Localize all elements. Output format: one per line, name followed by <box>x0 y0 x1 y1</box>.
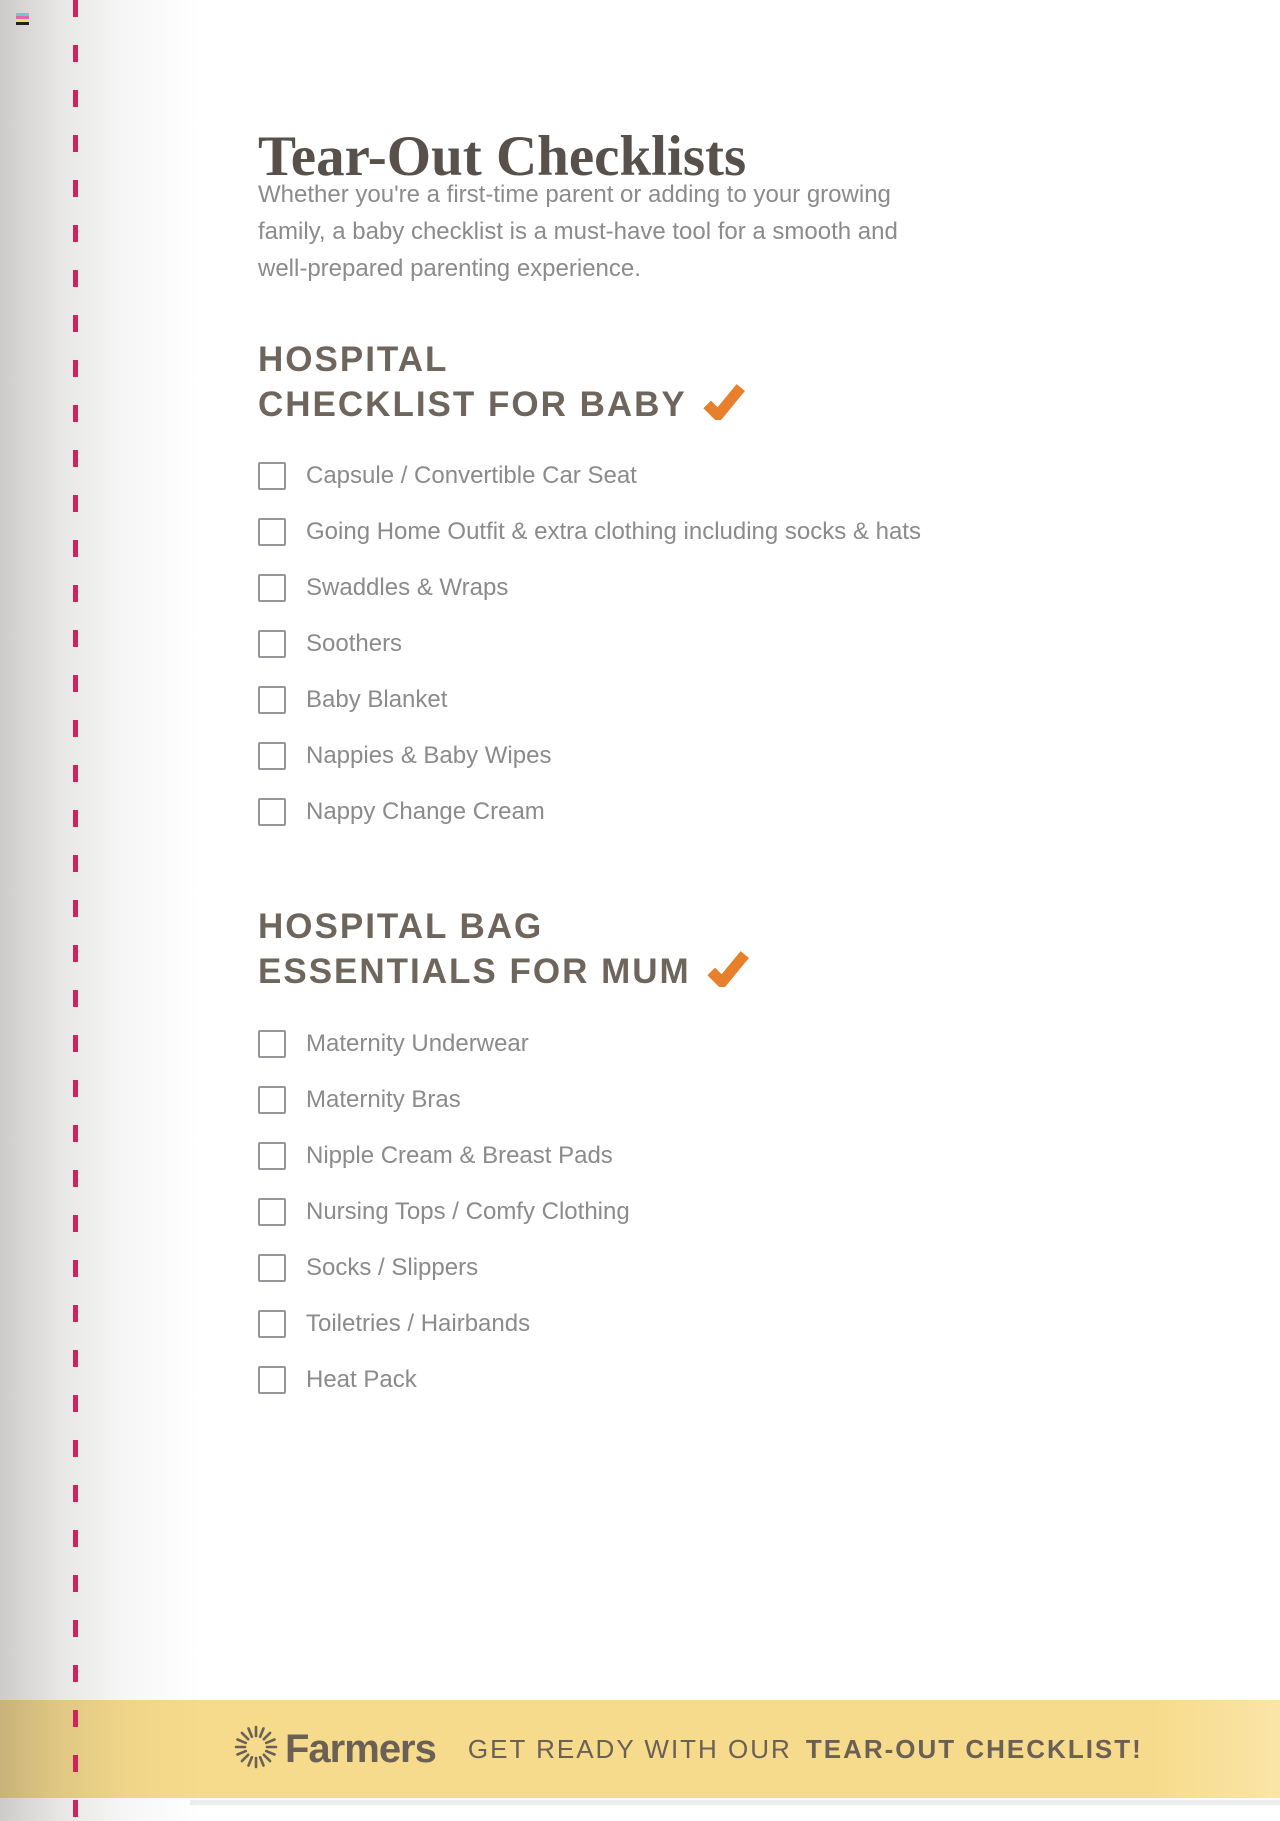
checkbox[interactable] <box>258 686 286 714</box>
farmers-wordmark: Farmers <box>285 1726 436 1771</box>
checklist-item-label: Going Home Outfit & extra clothing including socks & hats <box>306 518 921 545</box>
checklist-item-label: Toiletries / Hairbands <box>306 1310 531 1337</box>
checklist-item-label: Swaddles & Wraps <box>306 574 509 601</box>
checklist-item-label: Nursing Tops / Comfy Clothing <box>306 1198 630 1225</box>
checklist-item <box>258 630 921 658</box>
checkbox[interactable] <box>258 1142 286 1170</box>
checkbox[interactable] <box>258 1366 286 1394</box>
section-heading-mum-line2: ESSENTIALS FOR MUM <box>258 951 691 991</box>
checklist-item <box>258 798 921 826</box>
checklist-item <box>258 1366 630 1394</box>
banner-bottom-shadow <box>190 1800 1280 1805</box>
print-registration-mark-icon <box>16 13 29 25</box>
checklist-item-label: Maternity Underwear <box>306 1030 529 1057</box>
checklist-item <box>258 462 921 490</box>
intro-line-2: family, a baby checklist is a must-have tool for a smooth and <box>258 218 898 245</box>
banner-message-regular: GET READY WITH OUR <box>467 1733 792 1764</box>
checkbox[interactable] <box>258 518 286 546</box>
checklist-item <box>258 686 921 714</box>
checklist-item <box>258 1030 630 1058</box>
banner-message-bold: TEAR-OUT CHECKLIST! <box>805 1733 1143 1764</box>
checkbox[interactable] <box>258 1086 286 1114</box>
footer-banner <box>0 1700 1280 1798</box>
checkbox[interactable] <box>258 1310 286 1338</box>
checkbox[interactable] <box>258 1254 286 1282</box>
checkbox[interactable] <box>258 1030 286 1058</box>
checkbox[interactable] <box>258 462 286 490</box>
checklist-item-label: Soothers <box>306 630 403 657</box>
page-title: Tear-Out Checklists <box>258 125 747 189</box>
section-heading-baby-line1: HOSPITAL <box>258 340 449 379</box>
checklist-item <box>258 574 921 602</box>
checklist-item <box>258 1142 630 1170</box>
checklist-item-label: Nappy Change Cream <box>306 798 545 825</box>
checklist-item <box>258 742 921 770</box>
tear-perforation-line <box>73 0 78 1821</box>
orange-checkmark-icon <box>703 384 745 430</box>
section-heading-baby <box>258 338 745 427</box>
checklist-item <box>258 1198 630 1226</box>
checkbox[interactable] <box>258 574 286 602</box>
checklist-item-label: Socks / Slippers <box>306 1254 479 1281</box>
section-heading-mum-line1: HOSPITAL BAG <box>258 907 544 946</box>
checkbox[interactable] <box>258 630 286 658</box>
section-heading-baby-line2: CHECKLIST FOR BABY <box>258 384 687 424</box>
intro-line-3: well-prepared parenting experience. <box>258 255 641 282</box>
farmers-logo <box>233 1724 436 1775</box>
checklist-item-label: Nappies & Baby Wipes <box>306 742 552 769</box>
checklist-item-label: Baby Blanket <box>306 686 448 713</box>
reg-stripe-black <box>16 22 29 25</box>
checklist-item <box>258 1086 630 1114</box>
checklist-item-label: Heat Pack <box>306 1366 417 1393</box>
checklist-baby <box>258 462 921 854</box>
checklist-item-label: Capsule / Convertible Car Seat <box>306 462 637 489</box>
checklist-item <box>258 518 921 546</box>
checklist-item <box>258 1310 630 1338</box>
checklist-item-label: Maternity Bras <box>306 1086 461 1113</box>
section-heading-mum <box>258 905 749 994</box>
banner-message <box>468 1734 1143 1765</box>
orange-checkmark-icon <box>707 951 749 997</box>
checkbox[interactable] <box>258 1198 286 1226</box>
page-spine-shadow <box>0 0 220 1821</box>
checklist-item-label: Nipple Cream & Breast Pads <box>306 1142 613 1169</box>
checklist-item <box>258 1254 630 1282</box>
checkbox[interactable] <box>258 742 286 770</box>
intro-line-1: Whether you're a first-time parent or adding to your growing <box>258 181 891 208</box>
checklist-mum <box>258 1030 630 1422</box>
checkbox[interactable] <box>258 798 286 826</box>
farmers-sunburst-icon <box>233 1724 279 1775</box>
intro-paragraph <box>258 176 958 287</box>
